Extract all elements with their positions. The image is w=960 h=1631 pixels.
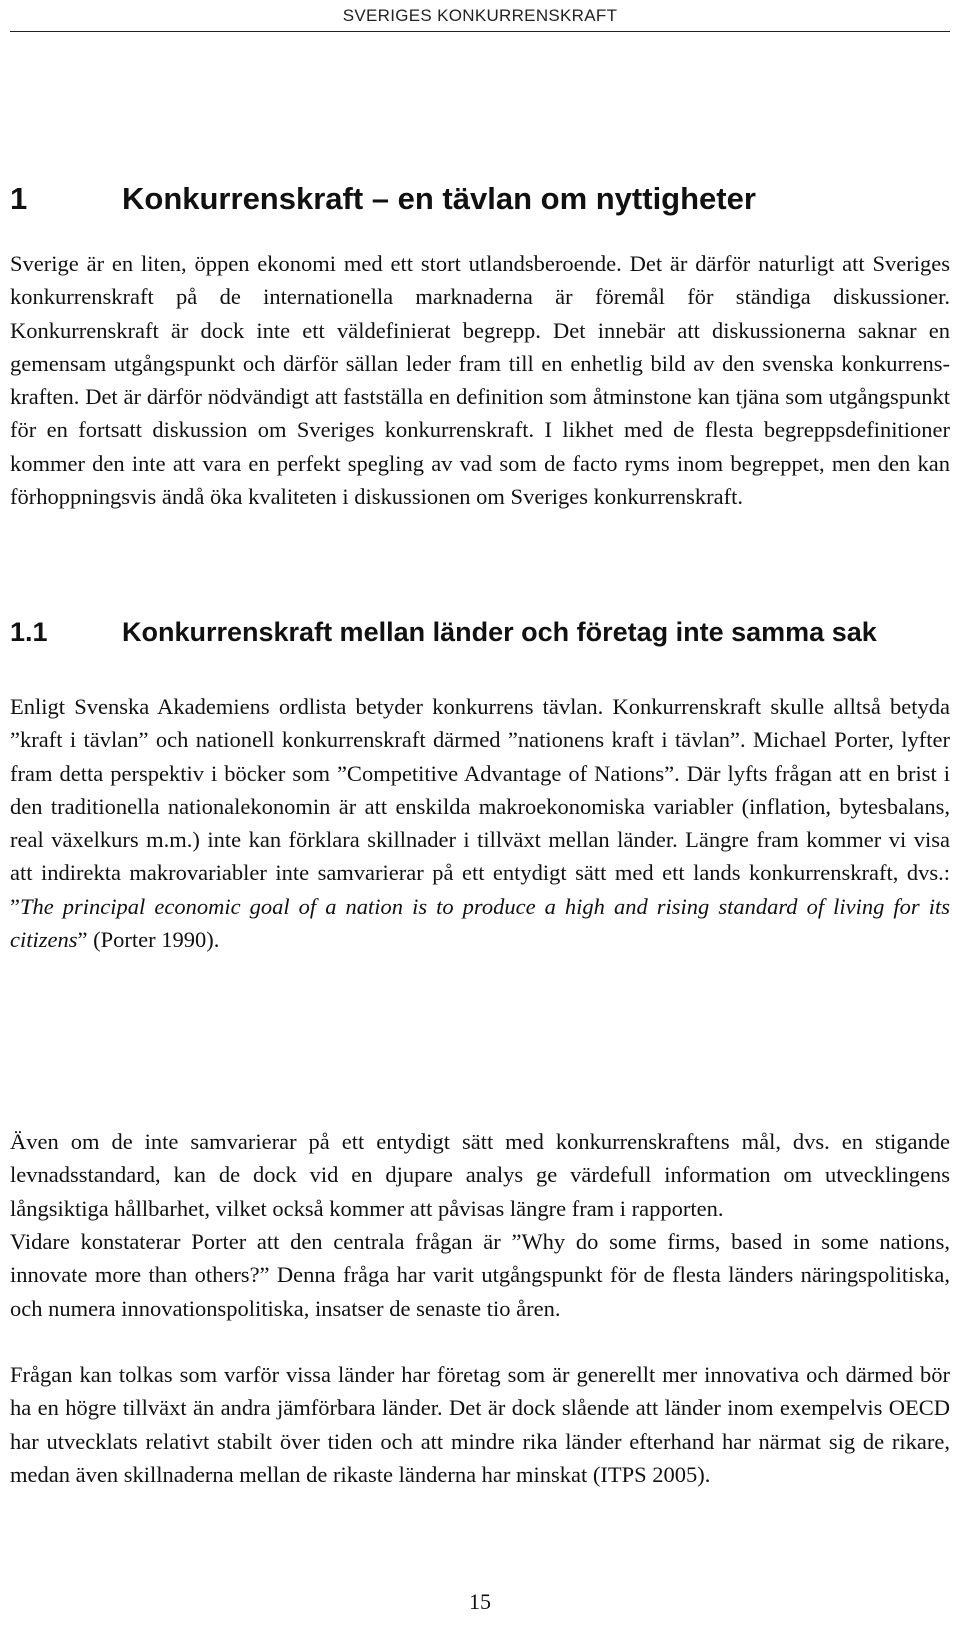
section-heading: [10, 614, 950, 651]
chapter-heading: [10, 180, 950, 218]
page-number: 15: [469, 1589, 491, 1614]
section-title: Konkurrenskraft mellan länder och företag inte samma sak: [122, 617, 877, 647]
paragraph-text-end: ” (Porter 1990).: [77, 927, 220, 953]
header-rule: [10, 31, 950, 32]
body-paragraph-porter: [10, 690, 950, 956]
body-paragraph: Även om de inte samvarierar på ett entydigt sätt med konkurrenskraftens mål, dvs. en stigande levnadsstandard, kan de dock vid en djupare analys ge värdefull information om utvecklingens långsiktiga hållbarhet, vilket också kommer att påvisas längre fram i rapporten.: [10, 1129, 950, 1221]
body-paragraph: Sverige är en liten, öppen ekonomi med ett stort utlandsberoende. Det är därför naturligt att Sveriges konkurrenskraft på de internationella marknaderna är föremål för ständiga diskussioner. Konkurrenskraft är dock inte ett väldefinierat begrepp. Det innebär att diskussionerna saknar en gemensam utgångspunkt och därför sällan leder fram till en enhetlig bild av den svenska konkurrenskraften. Det är därför nödvändigt att fastställa en definition som åtminstone kan tjäna som utgångspunkt för en fortsatt diskussion om Sveriges konkurrenskraft. I likhet med de flesta begreppsdefinitioner kommer den inte att vara en perfekt spegling av vad som de facto ryms inom begreppet, men den kan förhoppningsvis ändå öka kvaliteten i diskussionen om Sveriges konkurrenskraft.: [10, 251, 950, 510]
chapter-number: 1: [10, 181, 28, 216]
body-paragraph: Vidare konstaterar Porter att den centrala frågan är ”Why do some firms, based in some nations, innovate more than others?” Denna fråga har varit utgångspunkt för de flesta länders näringspolitiska, och numera innovationspolitiska, insatser de senaste tio åren.: [10, 1229, 950, 1321]
running-header: SVERIGES KONKURRENSKRAFT: [342, 6, 618, 25]
body-paragraph: Frågan kan tolkas som varför vissa länder har företag som är generellt mer innovativa och därmed bör ha en högre tillväxt än andra jämförbara länder. Det är dock slående att länder inom exempelvis OECD har utvecklats relativt stabilt över tiden och att mindre rika länder efterhand har närmat sig de rikare, medan även skillnaderna mellan de rikaste länderna har minskat (ITPS 2005).: [10, 1362, 950, 1487]
chapter-title: Konkurrenskraft – en tävlan om nyttigheter: [122, 181, 756, 216]
paragraph-text: Enligt Svenska Akademiens ordlista betyder konkurrens tävlan. Konkurrenskraft skulle alltså betyda ”kraft i tävlan” och nationell konkurrenskraft därmed ”nationens kraft i tävlan”. Michael Porter, lyfter fram detta perspektiv i böcker som ”Competitive Advantage of Nations”. Där lyfts frågan att en brist i den traditionella nationalekonomin är att enskilda makroekonomiska variabler (inflation, bytesbalans, real växelkurs m.m.) inte kan förklara skillnader i tillväxt mellan länder. Längre fram kommer vi visa att indirekta makrovariabler inte samvarierar på ett entydigt sätt med ett lands konkurrenskraft, dvs.: ”: [10, 694, 950, 919]
porter-quote: The principal economic goal of a nation is to produce a high and rising standard of living for its citizens: [10, 893, 950, 953]
section-number: 1.1: [10, 617, 48, 647]
